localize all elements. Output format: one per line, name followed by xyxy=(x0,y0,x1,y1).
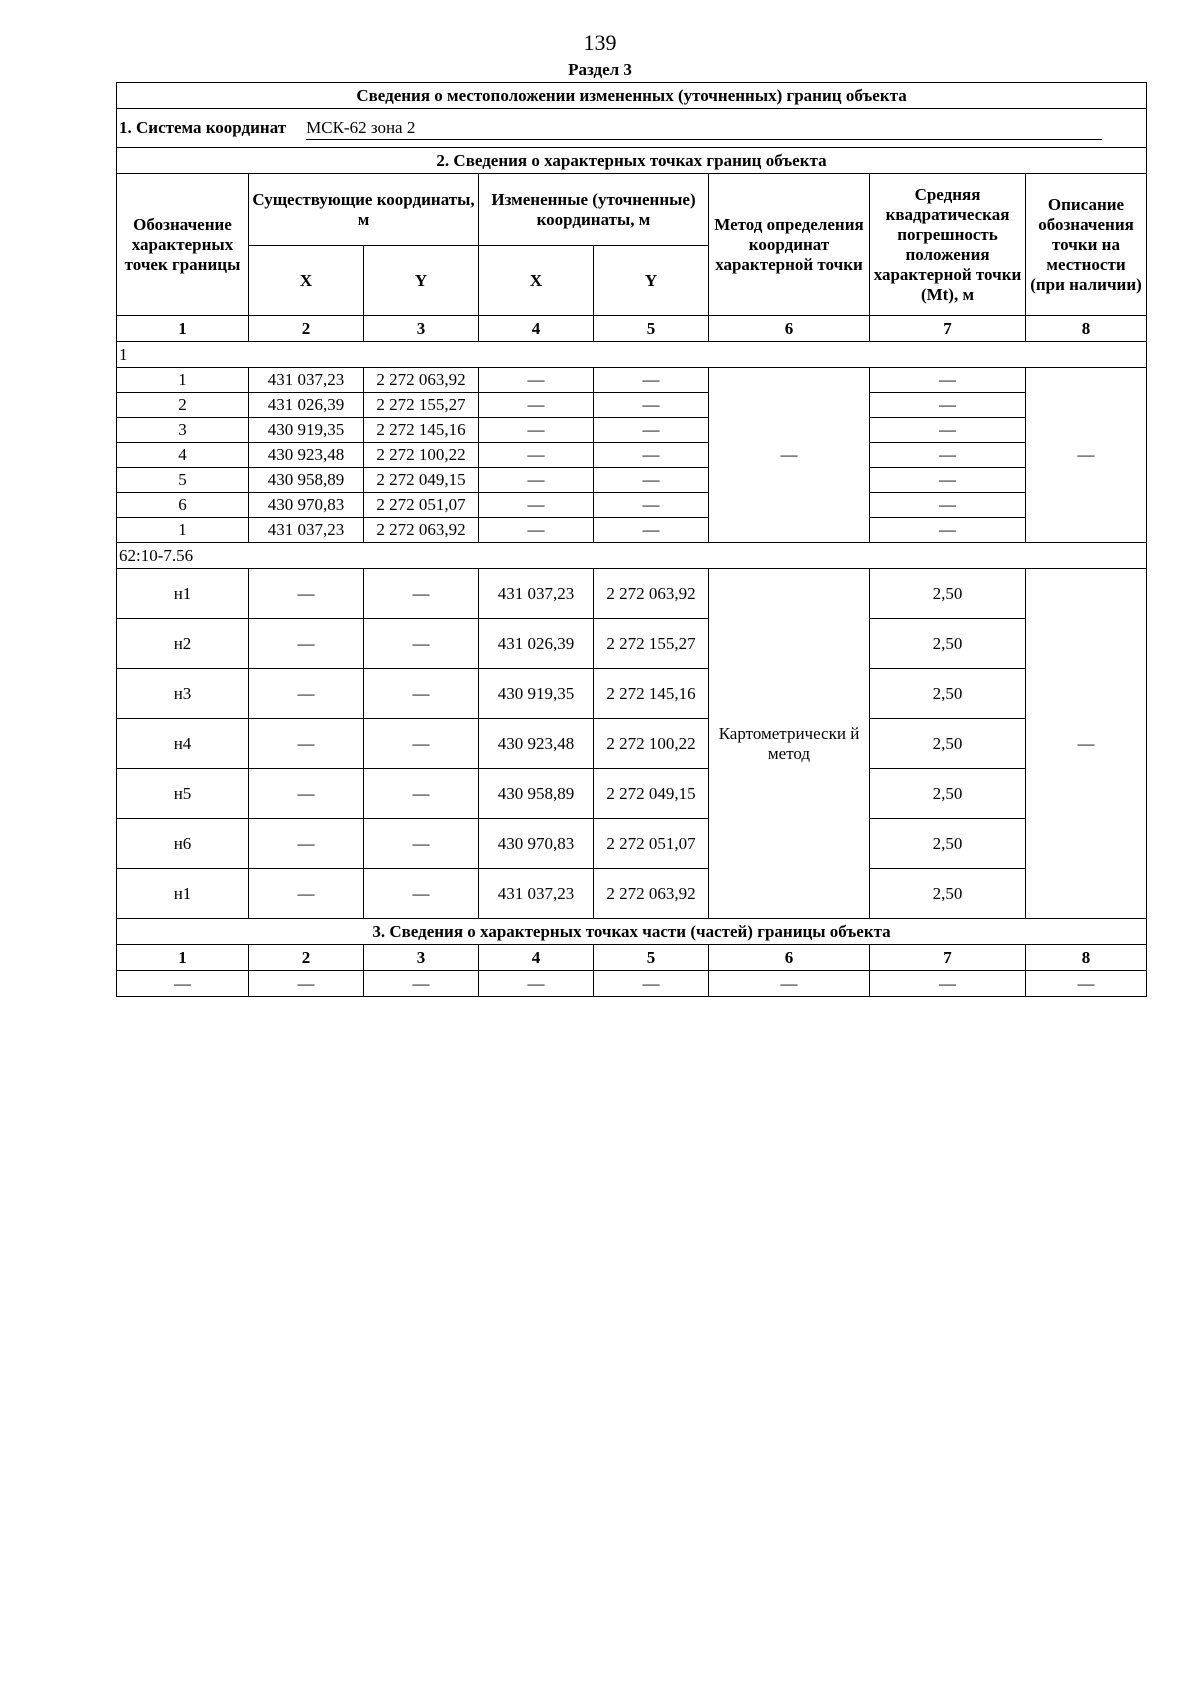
cell-ch-x: — xyxy=(479,493,594,518)
column-number: 1 xyxy=(117,945,249,971)
cell-ch-x: — xyxy=(479,418,594,443)
table-row xyxy=(117,518,1147,543)
cell-ex-x: — xyxy=(249,769,364,819)
table-row xyxy=(117,769,1147,819)
cell-ch-x: 431 026,39 xyxy=(479,619,594,669)
cell-ex-x: — xyxy=(249,869,364,919)
cell-point: н4 xyxy=(117,719,249,769)
cell-description: — xyxy=(1026,569,1147,919)
cell-ch-x: 430 958,89 xyxy=(479,769,594,819)
cell-ex-y: 2 272 145,16 xyxy=(364,418,479,443)
column-number: 4 xyxy=(479,945,594,971)
cell-ex-x: — xyxy=(249,619,364,669)
cell-error: — xyxy=(870,443,1026,468)
cell-error: — xyxy=(870,393,1026,418)
header-existing-x: X xyxy=(249,246,364,316)
table-row xyxy=(117,819,1147,869)
cell-method: — xyxy=(709,368,870,543)
cell-error: 2,50 xyxy=(870,669,1026,719)
cell-point: 5 xyxy=(117,468,249,493)
cell-ch-y: — xyxy=(594,493,709,518)
cell-error: — xyxy=(870,368,1026,393)
cell-ch-x: 431 037,23 xyxy=(479,869,594,919)
cell-ch-y: 2 272 049,15 xyxy=(594,769,709,819)
cell-error: — xyxy=(870,518,1026,543)
coord-system-label: 1. Система координат xyxy=(119,117,287,137)
cell-ex-y: 2 272 100,22 xyxy=(364,443,479,468)
cell-point: н5 xyxy=(117,769,249,819)
cell-ex-x: — xyxy=(249,569,364,619)
group1-label: 1 xyxy=(117,342,1147,368)
cell-point: н2 xyxy=(117,619,249,669)
boundary-table xyxy=(116,82,1147,997)
cell-ex-y: — xyxy=(364,869,479,919)
header-changed-coords: Измененные (уточненные) координаты, м xyxy=(479,174,709,246)
cell-ch-x: 431 037,23 xyxy=(479,569,594,619)
header-existing-coords: Существующие координаты, м xyxy=(249,174,479,246)
cell-ch-y: — xyxy=(594,393,709,418)
column-number: 4 xyxy=(479,316,594,342)
table-row xyxy=(117,443,1147,468)
cell-ch-y: 2 272 100,22 xyxy=(594,719,709,769)
coord-system-value: МСК-62 зона 2 xyxy=(306,117,1102,140)
cell-error: 2,50 xyxy=(870,769,1026,819)
column-numbers-row xyxy=(117,316,1147,342)
cell-ch-x: — xyxy=(479,468,594,493)
cell-ch-y: 2 272 063,92 xyxy=(594,869,709,919)
cell-ex-x: 430 923,48 xyxy=(249,443,364,468)
column-number: 3 xyxy=(364,945,479,971)
header-description: Описание обозначения точки на местности (при наличии) xyxy=(1026,174,1147,316)
column-number: 5 xyxy=(594,316,709,342)
cell-ch-x: 430 970,83 xyxy=(479,819,594,869)
header-changed-y: Y xyxy=(594,246,709,316)
table-row xyxy=(117,669,1147,719)
cell-ex-y: 2 272 051,07 xyxy=(364,493,479,518)
cell-ch-y: 2 272 051,07 xyxy=(594,819,709,869)
cell-ch-x: — xyxy=(479,368,594,393)
column-number: 8 xyxy=(1026,316,1147,342)
cell-ex-x: — xyxy=(249,719,364,769)
column-number: 5 xyxy=(594,945,709,971)
cell-ex-y: 2 272 049,15 xyxy=(364,468,479,493)
group1-rows xyxy=(117,368,1147,543)
group2-label: 62:10-7.56 xyxy=(117,543,1147,569)
cell-ch-x: — xyxy=(479,518,594,543)
cell-ex-y: — xyxy=(364,569,479,619)
cell-ex-x: 430 970,83 xyxy=(249,493,364,518)
column-number: 8 xyxy=(1026,945,1147,971)
cell-ex-y: — xyxy=(364,719,479,769)
cell-ex-x: — xyxy=(249,669,364,719)
group2-rows xyxy=(117,569,1147,919)
cell-description: — xyxy=(1026,368,1147,543)
cell-ex-y: — xyxy=(364,819,479,869)
table-row xyxy=(117,468,1147,493)
header-method: Метод определения координат характерной точки xyxy=(709,174,870,316)
cell-ch-y: 2 272 155,27 xyxy=(594,619,709,669)
coord-system-row xyxy=(117,109,1147,148)
cell-ex-x: 430 958,89 xyxy=(249,468,364,493)
cell-ch-x: — xyxy=(479,393,594,418)
column-number: 7 xyxy=(870,316,1026,342)
table-cell: — xyxy=(594,971,709,997)
section3-column-numbers-row xyxy=(117,945,1147,971)
table-cell: — xyxy=(249,971,364,997)
table-cell: — xyxy=(870,971,1026,997)
cell-point: 2 xyxy=(117,393,249,418)
cell-ch-x: 430 919,35 xyxy=(479,669,594,719)
cell-ch-y: 2 272 063,92 xyxy=(594,569,709,619)
column-number: 6 xyxy=(709,945,870,971)
cell-error: — xyxy=(870,468,1026,493)
cell-method: Картометрически й метод xyxy=(709,569,870,919)
cell-ex-x: 431 037,23 xyxy=(249,518,364,543)
cell-ex-y: 2 272 063,92 xyxy=(364,368,479,393)
cell-ch-x: — xyxy=(479,443,594,468)
table-row xyxy=(117,493,1147,518)
column-number: 3 xyxy=(364,316,479,342)
cell-ch-x: 430 923,48 xyxy=(479,719,594,769)
cell-ch-y: 2 272 145,16 xyxy=(594,669,709,719)
section-title: Раздел 3 xyxy=(568,60,632,79)
column-number: 2 xyxy=(249,316,364,342)
column-number: 6 xyxy=(709,316,870,342)
section3-data-row xyxy=(117,971,1147,997)
table-row xyxy=(117,869,1147,919)
column-number: 7 xyxy=(870,945,1026,971)
cell-ex-y: — xyxy=(364,769,479,819)
table-row xyxy=(117,619,1147,669)
cell-point: н1 xyxy=(117,569,249,619)
cell-ex-y: — xyxy=(364,619,479,669)
cell-ch-y: — xyxy=(594,368,709,393)
cell-error: 2,50 xyxy=(870,719,1026,769)
cell-point: 3 xyxy=(117,418,249,443)
table-cell: — xyxy=(364,971,479,997)
cell-ex-x: 430 919,35 xyxy=(249,418,364,443)
header-existing-y: Y xyxy=(364,246,479,316)
table-title: Сведения о местоположении измененных (уточненных) границ объекта xyxy=(117,83,1147,109)
table-cell: — xyxy=(117,971,249,997)
table-row xyxy=(117,719,1147,769)
section2-title: 2. Сведения о характерных точках границ объекта xyxy=(117,148,1147,174)
header-changed-x: X xyxy=(479,246,594,316)
cell-point: 4 xyxy=(117,443,249,468)
cell-point: н6 xyxy=(117,819,249,869)
cell-error: — xyxy=(870,493,1026,518)
header-error: Средняя квадратическая погрешность положения характерной точки (Mt), м xyxy=(870,174,1026,316)
table-row xyxy=(117,393,1147,418)
cell-ex-x: 431 037,23 xyxy=(249,368,364,393)
cell-error: 2,50 xyxy=(870,569,1026,619)
cell-error: 2,50 xyxy=(870,819,1026,869)
table-row xyxy=(117,418,1147,443)
cell-ex-x: 431 026,39 xyxy=(249,393,364,418)
cell-point: н3 xyxy=(117,669,249,719)
table-cell: — xyxy=(479,971,594,997)
cell-ex-y: 2 272 063,92 xyxy=(364,518,479,543)
cell-ex-y: — xyxy=(364,669,479,719)
table-row xyxy=(117,368,1147,393)
page-number: 139 xyxy=(583,30,617,55)
cell-error: 2,50 xyxy=(870,869,1026,919)
cell-ch-y: — xyxy=(594,443,709,468)
table-cell: — xyxy=(1026,971,1147,997)
cell-ex-x: — xyxy=(249,819,364,869)
cell-point: 1 xyxy=(117,368,249,393)
cell-point: н1 xyxy=(117,869,249,919)
table-row xyxy=(117,569,1147,619)
column-number: 2 xyxy=(249,945,364,971)
cell-ch-y: — xyxy=(594,518,709,543)
section3-title: 3. Сведения о характерных точках части (частей) границы объекта xyxy=(117,919,1147,945)
header-point-designation: Обозначение характерных точек границы xyxy=(117,174,249,316)
cell-error: — xyxy=(870,418,1026,443)
cell-ch-y: — xyxy=(594,418,709,443)
table-cell: — xyxy=(709,971,870,997)
cell-ch-y: — xyxy=(594,468,709,493)
cell-point: 6 xyxy=(117,493,249,518)
cell-error: 2,50 xyxy=(870,619,1026,669)
column-number: 1 xyxy=(117,316,249,342)
cell-point: 1 xyxy=(117,518,249,543)
cell-ex-y: 2 272 155,27 xyxy=(364,393,479,418)
